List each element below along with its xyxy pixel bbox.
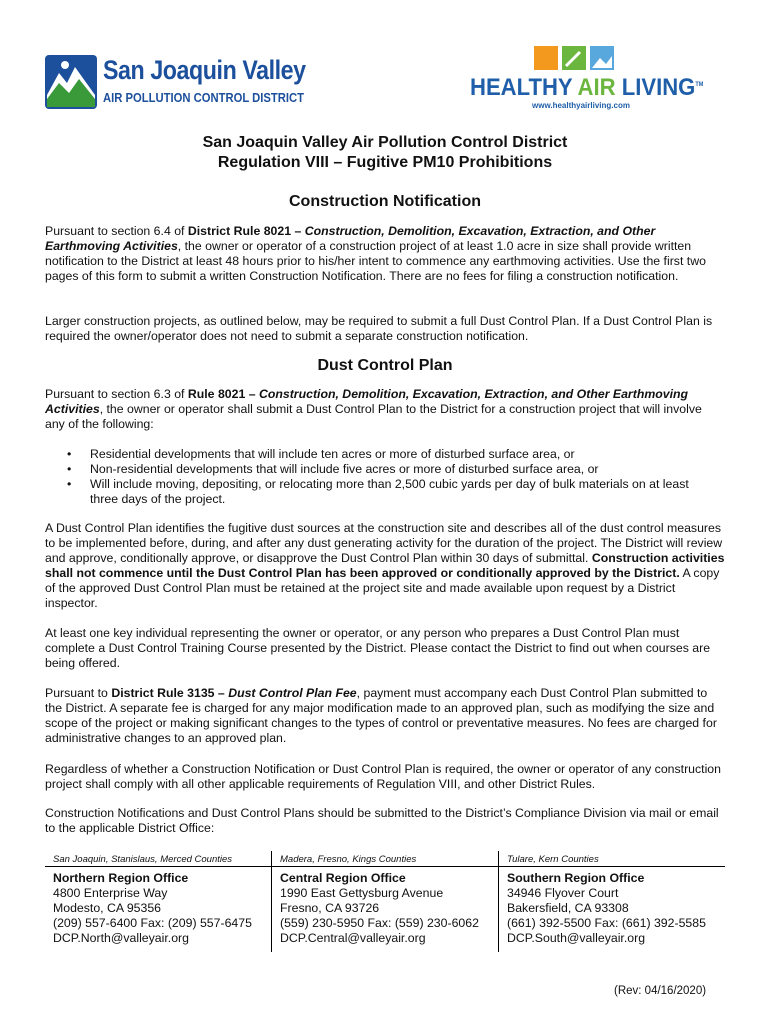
rule-title: Construction, Demolition, Excavation, Extraction, and Other Earthmoving Activities	[45, 224, 656, 253]
dust-control-plan-paragraph-2	[45, 521, 725, 611]
hal-squares-icon	[534, 44, 644, 74]
text-run: Pursuant to section 6.3 of	[45, 387, 188, 401]
office-street: 34946 Flyover Court	[507, 886, 619, 900]
dust-control-plan-paragraph-6: Construction Notifications and Dust Control Plans should be submitted to the District’s Compliance Division via mail or email to the applicable District Office:	[45, 806, 719, 835]
text-run: , the owner or operator shall submit a Dust Control Plan to the District for a construction project that will involve any of the following:	[45, 402, 702, 431]
dust-control-plan-paragraph-4	[45, 686, 725, 746]
office-phone: (661) 392-5500 Fax: (661) 392-5585	[507, 916, 706, 930]
bullet-icon: •	[67, 447, 72, 461]
hal-trademark: TM	[695, 82, 704, 88]
hal-title-living: LIVING	[621, 74, 696, 101]
page-title-line2: Regulation VIII – Fugitive PM10 Prohibitions	[217, 154, 553, 171]
list-item-text: Residential developments that will include ten acres or more of disturbed surface area, or	[90, 447, 575, 461]
rule-title: Construction, Demolition, Excavation, Extraction, and Other Earthmoving Activities	[45, 387, 689, 416]
office-details-north	[45, 867, 272, 953]
office-details-central	[272, 867, 499, 953]
rule-reference: District Rule 3135 –	[111, 686, 229, 700]
text-run: , payment must accompany each Dust Control Plan submitted to the District. A separate fee is charged for any major modification made to an approved plan, such as modifying the size and scope of the project or making significant changes to the types of control or preventative measures. No fees are charged for administrative changes to an approved plan.	[45, 686, 717, 745]
construction-notification-heading: Construction Notification	[289, 193, 481, 210]
bullet-icon: •	[67, 462, 72, 476]
construction-notification-paragraph-2: Larger construction projects, as outlined below, may be required to submit a full Dust Control Plan. If a Dust Control Plan is required the owner/operator does not need to submit a separate construction notification.	[45, 314, 713, 343]
dust-control-plan-paragraph-3: At least one key individual representing the owner or operator, or any person who prepares a Dust Control Plan must complete a Dust Control Training Course presented by the District. Please contact the District to find out when courses are being offered.	[45, 626, 711, 670]
hal-title	[470, 72, 703, 101]
rule-reference: District Rule 8021 –	[187, 224, 305, 238]
page-title-line1: San Joaquin Valley Air Pollution Control District	[202, 134, 568, 151]
office-city: Fresno, CA 93726	[280, 901, 380, 915]
office-name: Central Region Office	[280, 871, 406, 885]
revision-date: (Rev: 04/16/2020)	[614, 985, 707, 997]
office-counties: Tulare, Kern Counties	[499, 851, 726, 867]
text-run: Pursuant to section 6.4 of	[45, 224, 188, 238]
rule-reference: Rule 8021 –	[187, 387, 259, 401]
rule-title: Dust Control Plan Fee	[228, 686, 357, 700]
office-email[interactable]: DCP.South@valleyair.org	[507, 931, 646, 945]
office-street: 1990 East Gettysburg Avenue	[280, 886, 444, 900]
office-name: Southern Region Office	[507, 871, 645, 885]
hal-url: www.healthyairliving.com	[532, 101, 630, 110]
office-email[interactable]: DCP.Central@valleyair.org	[280, 931, 426, 945]
healthy-air-living-logo	[470, 44, 710, 114]
list-item	[45, 462, 725, 477]
list-item	[45, 477, 725, 507]
office-name: Northern Region Office	[53, 871, 189, 885]
office-email[interactable]: DCP.North@valleyair.org	[53, 931, 189, 945]
office-street: 4800 Enterprise Way	[53, 886, 168, 900]
text-run: A copy of the approved Dust Control Plan must be retained at the project site and made available upon request by a District inspector.	[45, 566, 720, 610]
text-run: A Dust Control Plan identifies the fugitive dust sources at the construction site and describes all of the dust control measures to be implemented before, during, and after any dust generating activity for the duration of the project. The District will review and approve, conditionally approve, or disapprove the Dust Control Plan within 30 days of submittal.	[45, 521, 723, 565]
text-run: Pursuant to	[45, 686, 112, 700]
dust-control-plan-paragraph-5: Regardless of whether a Construction Notification or Dust Control Plan is required, the owner or operator of any construction project shall comply with all other applicable requirements of Regulation VIII, and other District Rules.	[45, 762, 721, 791]
district-offices-table	[45, 851, 725, 952]
dust-control-criteria-list	[45, 447, 725, 507]
construction-notification-paragraph-1	[45, 224, 725, 284]
office-phone: (559) 230-5950 Fax: (559) 230-6062	[280, 916, 479, 930]
sjv-subtitle: AIR POLLUTION CONTROL DISTRICT	[103, 91, 305, 105]
dust-control-plan-paragraph-1	[45, 387, 725, 432]
list-item-text: Non-residential developments that will include five acres or more of disturbed surface area, or	[90, 462, 599, 476]
text-run: , the owner or operator of a construction project of at least 1.0 acre in size shall provide written notification to the District at least 48 hours prior to his/her intent to commence any earthmoving activities. Use the first two pages of this form to submit a written Construction Notification. There are no fees for filing a construction notification.	[45, 239, 706, 283]
bullet-icon: •	[67, 477, 72, 491]
sjv-mountain-icon	[45, 55, 97, 109]
office-details-south	[499, 867, 726, 953]
sjv-logo	[45, 55, 325, 113]
emphasis-text: Construction activities shall not commence until the Dust Control Plan has been approved or conditionally approved by the District.	[45, 551, 725, 580]
office-city: Bakersfield, CA 93308	[507, 901, 629, 915]
office-city: Modesto, CA 95356	[53, 901, 162, 915]
office-counties: San Joaquin, Stanislaus, Merced Counties	[45, 851, 272, 867]
hal-title-healthy: HEALTHY	[470, 74, 573, 101]
dust-control-plan-heading: Dust Control Plan	[317, 357, 453, 374]
sjv-title: San Joaquin Valley	[103, 55, 306, 85]
page-title	[0, 133, 770, 173]
list-item-text: Will include moving, depositing, or relocating more than 2,500 cubic yards per day of bulk materials on at least three days of the project.	[90, 477, 689, 506]
office-counties: Madera, Fresno, Kings Counties	[272, 851, 499, 867]
list-item	[45, 447, 725, 462]
hal-title-air: AIR	[577, 74, 616, 101]
office-phone: (209) 557-6400 Fax: (209) 557-6475	[53, 916, 252, 930]
